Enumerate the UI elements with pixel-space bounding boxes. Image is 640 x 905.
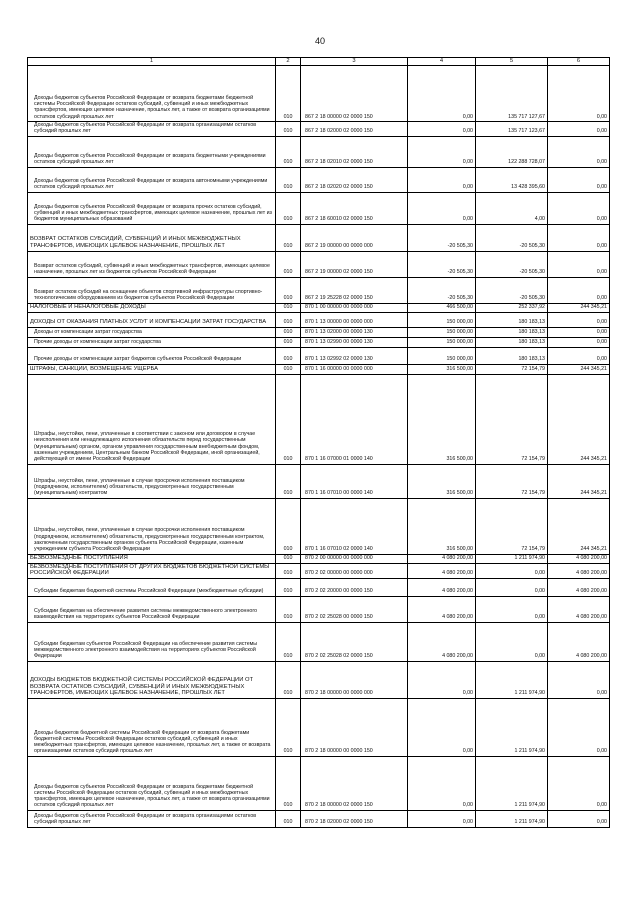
header-row [28,58,610,66]
row-code: 010 [276,136,301,167]
row-code: 010 [276,498,301,554]
row-value-col5: 180 183,13 [476,347,548,364]
row-value-col4: -20 505,30 [408,224,476,251]
row-budget-classification-code: 870 1 00 00000 00 0000 000 [301,303,408,312]
row-value-col4: -20 505,30 [408,251,476,277]
row-code: 010 [276,122,301,137]
row-code: 010 [276,756,301,810]
row-code: 010 [276,364,301,374]
row-budget-classification-code: 870 2 00 00000 00 0000 000 [301,554,408,563]
row-value-col5: 180 183,13 [476,327,548,337]
row-value-col6: 4 080 200,00 [548,554,610,563]
row-description: Прочие доходы от компенсации затрат бюджетов субъектов Российской Федерации [28,347,276,364]
row-budget-classification-code: 867 2 19 00000 00 0000 000 [301,224,408,251]
table-row [28,337,610,347]
row-value-col5: 0,00 [476,578,548,596]
row-budget-classification-code: 867 2 18 02020 02 0000 150 [301,167,408,192]
row-value-col5: 72 154,79 [476,364,548,374]
row-budget-classification-code: 870 2 18 02000 02 0000 150 [301,810,408,827]
table-row [28,167,610,192]
table-row [28,698,610,756]
row-value-col5: 1 211 974,90 [476,698,548,756]
row-code: 010 [276,596,301,622]
row-description: Доходы бюджетов субъектов Российской Федерации от возврата автономными учреждениями остатков субсидий прошлых лет [28,167,276,192]
row-value-col6: 0,00 [548,66,610,122]
row-value-col4: 0,00 [408,122,476,137]
row-description: Доходы бюджетов бюджетной системы Российской Федерации от возврата бюджетами бюджетной системы Российской Федерации остатков субсидий, субвенций и иных межбюджетных трансфертов, имеющих целевое назначение, прошлых лет, а также от возврата организациями остатков субсидий прошлых лет [28,698,276,756]
row-value-col4: 4 080 200,00 [408,596,476,622]
row-value-col4: 316 500,00 [408,374,476,464]
row-code: 010 [276,578,301,596]
row-value-col6: 0,00 [548,756,610,810]
table-row [28,303,610,312]
row-value-col5: -20 505,30 [476,251,548,277]
row-code: 010 [276,224,301,251]
row-description: Доходы от компенсации затрат государства [28,327,276,337]
table-row [28,554,610,563]
row-value-col4: 0,00 [408,810,476,827]
row-value-col6: 244 345,21 [548,498,610,554]
table-row [28,498,610,554]
row-value-col5: 0,00 [476,622,548,661]
revenue-table [27,57,610,828]
row-value-col6: 0,00 [548,136,610,167]
row-value-col4: 150 000,00 [408,312,476,327]
row-value-col6: 244 345,21 [548,303,610,312]
row-value-col4: 0,00 [408,756,476,810]
row-value-col4: 0,00 [408,66,476,122]
table-row [28,596,610,622]
row-value-col5: 72 154,79 [476,498,548,554]
row-budget-classification-code: 870 1 16 07010 02 0000 140 [301,498,408,554]
row-budget-classification-code: 870 1 13 02992 02 0000 130 [301,347,408,364]
row-value-col5: 1 211 974,90 [476,756,548,810]
row-value-col6: 4 080 200,00 [548,596,610,622]
column-header: 4 [408,58,476,66]
row-value-col4: 466 500,00 [408,303,476,312]
row-code: 010 [276,66,301,122]
row-description: Доходы бюджетов субъектов Российской Федерации от возврата организациями остатков субсидий прошлых лет [28,810,276,827]
table-row [28,192,610,224]
row-value-col5: 252 337,92 [476,303,548,312]
row-description: Прочие доходы от компенсации затрат государства [28,337,276,347]
row-value-col5: 72 154,79 [476,374,548,464]
row-value-col4: 150 000,00 [408,337,476,347]
row-value-col5: 72 154,79 [476,464,548,498]
row-value-col4: 0,00 [408,192,476,224]
row-value-col5: 0,00 [476,563,548,578]
row-budget-classification-code: 870 2 02 25028 00 0000 150 [301,596,408,622]
row-value-col6: 244 345,21 [548,374,610,464]
table-row [28,277,610,303]
row-description: Возврат остатков субсидий, субвенций и иных межбюджетных трансфертов, имеющих целевое назначение, прошлых лет из бюджетов субъектов Российской Федерации [28,251,276,277]
table-row [28,364,610,374]
row-description: Возврат остатков субсидий на оснащение объектов спортивной инфраструктуры спортивно-технологическим оборудованием из бюджетов субъектов Российской Федерации [28,277,276,303]
row-value-col6: 244 345,21 [548,364,610,374]
row-value-col5: 180 183,13 [476,337,548,347]
row-value-col5: 122 288 728,07 [476,136,548,167]
row-value-col6: 0,00 [548,327,610,337]
row-value-col5: 13 428 395,60 [476,167,548,192]
table-row [28,563,610,578]
row-code: 010 [276,554,301,563]
row-value-col6: 0,00 [548,698,610,756]
row-value-col5: 1 211 974,90 [476,661,548,698]
row-description: БЕЗВОЗМЕЗДНЫЕ ПОСТУПЛЕНИЯ ОТ ДРУГИХ БЮДЖЕТОВ БЮДЖЕТНОЙ СИСТЕМЫ РОССИЙСКОЙ ФЕДЕРАЦИИ [28,563,276,578]
table-row [28,122,610,137]
table-row [28,578,610,596]
table-row [28,66,610,122]
row-value-col6: 0,00 [548,312,610,327]
row-code: 010 [276,192,301,224]
row-budget-classification-code: 870 1 13 02990 00 0000 130 [301,337,408,347]
row-budget-classification-code: 870 2 18 00000 02 0000 150 [301,756,408,810]
row-code: 010 [276,327,301,337]
row-code: 010 [276,312,301,327]
row-value-col6: 4 080 200,00 [548,578,610,596]
row-value-col6: 0,00 [548,122,610,137]
row-value-col6: 0,00 [548,192,610,224]
row-value-col5: -20 505,30 [476,224,548,251]
row-value-col5: -20 505,30 [476,277,548,303]
row-value-col5: 1 211 974,90 [476,554,548,563]
table-row [28,810,610,827]
row-code: 010 [276,347,301,364]
row-value-col5: 0,00 [476,596,548,622]
row-budget-classification-code: 870 2 02 20000 00 0000 150 [301,578,408,596]
row-value-col6: 0,00 [548,167,610,192]
row-code: 010 [276,661,301,698]
row-budget-classification-code: 870 2 02 25028 02 0000 150 [301,622,408,661]
table-row [28,327,610,337]
row-code: 010 [276,303,301,312]
row-code: 010 [276,251,301,277]
row-value-col4: 316 500,00 [408,364,476,374]
row-description: ШТРАФЫ, САНКЦИИ, ВОЗМЕЩЕНИЕ УЩЕРБА [28,364,276,374]
column-header: 5 [476,58,548,66]
row-value-col5: 135 717 123,67 [476,122,548,137]
row-value-col4: 150 000,00 [408,347,476,364]
row-budget-classification-code: 870 1 13 02000 00 0000 130 [301,327,408,337]
table-row [28,312,610,327]
row-code: 010 [276,622,301,661]
row-value-col6: 244 345,21 [548,464,610,498]
row-value-col6: 0,00 [548,251,610,277]
row-description: Доходы бюджетов субъектов Российской Федерации от возврата организациями остатков субсидий прошлых лет [28,122,276,137]
row-value-col6: 0,00 [548,810,610,827]
row-code: 010 [276,277,301,303]
row-description: Доходы бюджетов субъектов Российской Федерации от возврата бюджетами бюджетной системы Российской Федерации остатков субсидий, субвенций и иных межбюджетных трансфертов, имеющих целевое назначение, прошлых лет, а также от возврата организациями остатков субсидий прошлых лет [28,756,276,810]
row-budget-classification-code: 870 2 18 00000 00 0000 000 [301,661,408,698]
row-code: 010 [276,374,301,464]
table-row [28,756,610,810]
row-description: Доходы бюджетов субъектов Российской Федерации от возврата бюджетными учреждениями остатков субсидий прошлых лет [28,136,276,167]
row-budget-classification-code: 867 2 19 25228 02 0000 150 [301,277,408,303]
row-description: Доходы бюджетов субъектов Российской Федерации от возврата бюджетами бюджетной системы Российской Федерации остатков субсидий, субвенций и иных межбюджетных трансфертов, имеющих целевое назначение, прошлых лет, а также от возврата организациями остатков субсидий прошлых лет [28,66,276,122]
row-value-col4: 150 000,00 [408,327,476,337]
row-value-col4: 4 080 200,00 [408,563,476,578]
table-row [28,136,610,167]
row-value-col6: 0,00 [548,277,610,303]
row-code: 010 [276,337,301,347]
row-budget-classification-code: 870 2 18 00000 00 0000 150 [301,698,408,756]
column-header: 2 [276,58,301,66]
row-value-col4: 316 500,00 [408,498,476,554]
table-row [28,347,610,364]
table-row [28,464,610,498]
row-code: 010 [276,464,301,498]
row-value-col5: 4,00 [476,192,548,224]
row-value-col4: 0,00 [408,167,476,192]
column-header: 1 [28,58,276,66]
row-value-col4: 4 080 200,00 [408,622,476,661]
row-value-col5: 1 211 974,90 [476,810,548,827]
row-value-col4: 316 500,00 [408,464,476,498]
row-description: ДОХОДЫ ОТ ОКАЗАНИЯ ПЛАТНЫХ УСЛУГ И КОМПЕНСАЦИИ ЗАТРАТ ГОСУДАРСТВА [28,312,276,327]
column-header: 3 [301,58,408,66]
row-description: Штрафы, неустойки, пени, уплаченные в случае просрочки исполнения поставщиком (подрядчиком, исполнителем) обязательств, предусмотренных государственным (муниципальным) контрактом [28,464,276,498]
row-value-col6: 0,00 [548,661,610,698]
row-budget-classification-code: 867 2 18 60010 02 0000 150 [301,192,408,224]
row-code: 010 [276,698,301,756]
row-description: ДОХОДЫ БЮДЖЕТОВ БЮДЖЕТНОЙ СИСТЕМЫ РОССИЙСКОЙ ФЕДЕРАЦИИ ОТ ВОЗВРАТА ОСТАТКОВ СУБСИДИЙ, СУБВЕНЦИЙ И ИНЫХ МЕЖБЮДЖЕТНЫХ ТРАНСФЕРТОВ, ИМЕЮЩИХ ЦЕЛЕВОЕ НАЗНАЧЕНИЕ, ПРОШЛЫХ ЛЕТ [28,661,276,698]
row-value-col4: 0,00 [408,661,476,698]
row-description: БЕЗВОЗМЕЗДНЫЕ ПОСТУПЛЕНИЯ [28,554,276,563]
row-description: Субсидии бюджетам субъектов Российской Федерации на обеспечение развития системы межведомственного электронного взаимодействия на территориях субъектов Российской Федерации [28,622,276,661]
row-value-col4: 4 080 200,00 [408,578,476,596]
table-row [28,622,610,661]
row-code: 010 [276,810,301,827]
row-description: Штрафы, неустойки, пени, уплаченные в случае просрочки исполнения поставщиком (подрядчиком, исполнителем) обязательств, предусмотренных государственным контрактом, заключенным государственным органом субъекта Российской Федерации, казенным учреждением субъекта Российской Федерации [28,498,276,554]
row-code: 010 [276,167,301,192]
row-budget-classification-code: 870 1 16 07000 01 0000 140 [301,374,408,464]
row-budget-classification-code: 870 2 02 00000 00 0000 000 [301,563,408,578]
row-budget-classification-code: 867 2 18 00000 02 0000 150 [301,66,408,122]
page-number: 40 [314,36,325,46]
row-value-col6: 0,00 [548,347,610,364]
row-code: 010 [276,563,301,578]
row-budget-classification-code: 867 2 18 02010 02 0000 150 [301,136,408,167]
row-budget-classification-code: 867 2 18 02000 02 0000 150 [301,122,408,137]
table-row [28,661,610,698]
row-budget-classification-code: 870 1 13 00000 00 0000 000 [301,312,408,327]
row-budget-classification-code: 870 1 16 07010 00 0000 140 [301,464,408,498]
row-budget-classification-code: 867 2 19 00000 02 0000 150 [301,251,408,277]
row-value-col4: 0,00 [408,698,476,756]
row-value-col4: 0,00 [408,136,476,167]
row-value-col4: -20 505,30 [408,277,476,303]
row-description: Субсидии бюджетам на обеспечение развития системы межведомственного электронного взаимодействия на территориях субъектов Российской Федерации [28,596,276,622]
row-value-col6: 0,00 [548,337,610,347]
table-row [28,251,610,277]
row-description: НАЛОГОВЫЕ И НЕНАЛОГОВЫЕ ДОХОДЫ [28,303,276,312]
row-value-col6: 4 080 200,00 [548,563,610,578]
column-header: 6 [548,58,610,66]
table-row [28,374,610,464]
row-description: Штрафы, неустойки, пени, уплаченные в соответствии с законом или договором в случае неисполнения или ненадлежащего исполнения обязательств перед государственным (муниципальным) органом, органом управления государственным внебюджетным фондом, казенным учреждением, Центральным банком Российской Федерации, иной организацией, действующей от имени Российской Федерации [28,374,276,464]
row-value-col4: 4 080 200,00 [408,554,476,563]
row-description: ВОЗВРАТ ОСТАТКОВ СУБСИДИЙ, СУБВЕНЦИЙ И ИНЫХ МЕЖБЮДЖЕТНЫХ ТРАНСФЕРТОВ, ИМЕЮЩИХ ЦЕЛЕВОЕ НАЗНАЧЕНИЕ, ПРОШЛЫХ ЛЕТ [28,224,276,251]
table-row [28,224,610,251]
row-value-col6: 4 080 200,00 [548,622,610,661]
row-value-col5: 135 717 127,67 [476,66,548,122]
row-value-col5: 180 183,13 [476,312,548,327]
row-value-col6: 0,00 [548,224,610,251]
row-description: Доходы бюджетов субъектов Российской Федерации от возврата прочих остатков субсидий, субвенций и иных межбюджетных трансфертов, имеющих целевое назначение, прошлых лет из бюджетов муниципальных образований [28,192,276,224]
row-budget-classification-code: 870 1 16 00000 00 0000 000 [301,364,408,374]
row-description: Субсидии бюджетам бюджетной системы Российской Федерации (межбюджетные субсидии) [28,578,276,596]
